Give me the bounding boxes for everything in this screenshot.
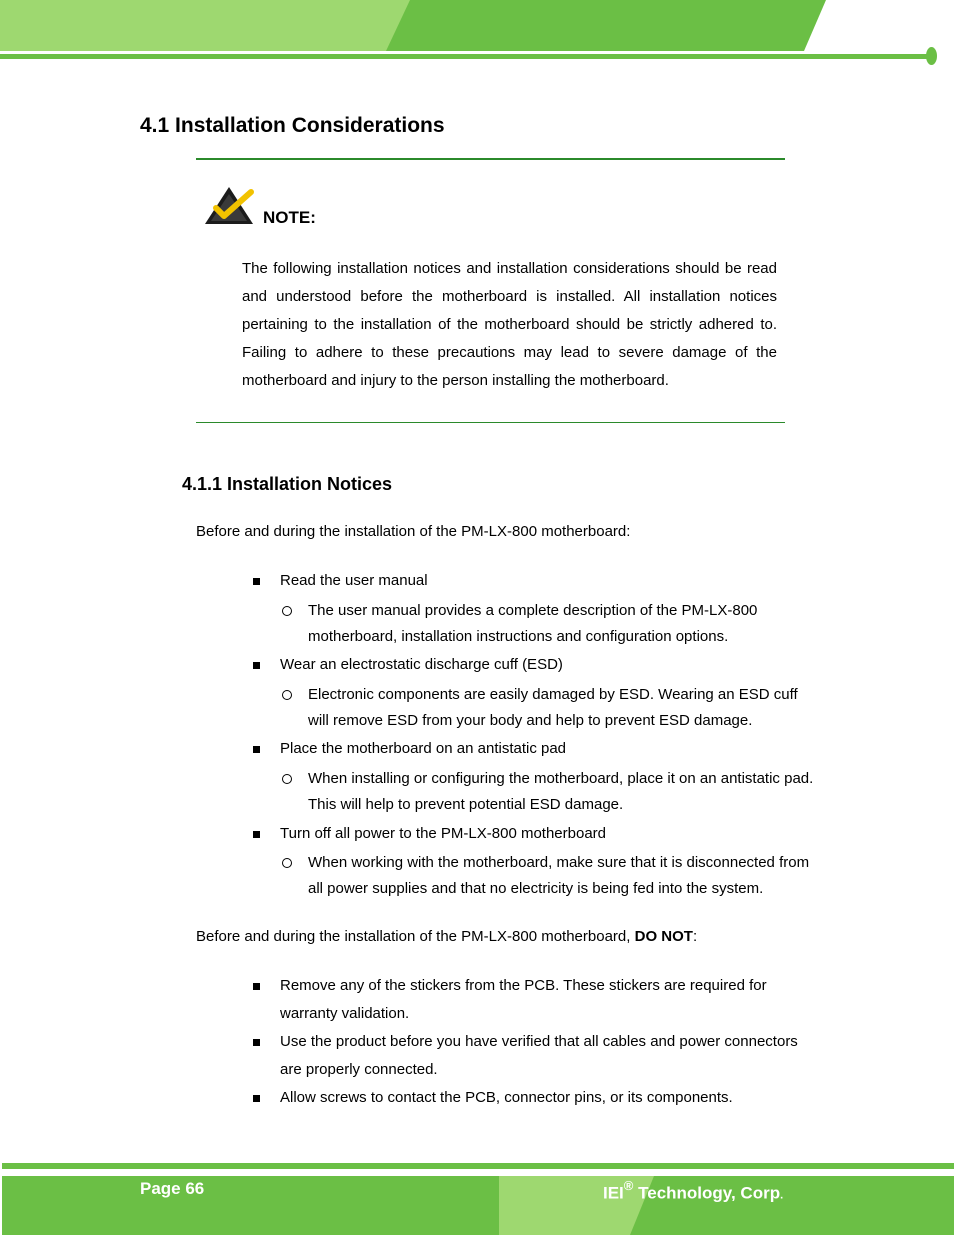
list-item-detail: The user manual provides a complete description of the PM-LX-800 motherboard, installation instructions and configuration options.: [308, 602, 758, 645]
donot-intro: [196, 928, 697, 945]
list-item: Place the motherboard on an antistatic pad: [280, 740, 567, 757]
bullet-icon: [253, 662, 260, 669]
header-rule-end-dot: [926, 47, 937, 65]
list-item: Remove any of the stickers from the PCB. These stickers are required for warranty validation.: [280, 977, 767, 1022]
note-label: NOTE:: [263, 208, 316, 227]
header-band-light: [0, 0, 410, 51]
checkmark-note-icon: [204, 186, 254, 226]
bullet-icon: [253, 1095, 260, 1102]
registered-mark: ®: [623, 1178, 634, 1193]
list-item: Use the product before you have verified that all cables and power connectors are properly connected.: [280, 1033, 798, 1078]
brand-name: [603, 1180, 783, 1204]
bullet-icon: [253, 578, 260, 585]
list-item: Read the user manual: [280, 572, 428, 589]
footer-rule: [2, 1163, 954, 1169]
sub-bullet-icon: [282, 858, 292, 868]
sub-bullet-icon: [282, 606, 292, 616]
list-item-detail: When working with the motherboard, make sure that it is disconnected from all power supplies and that no electricity is being fed into the system.: [308, 854, 810, 897]
subsection-title: 4.1.1 Installation Notices: [182, 474, 393, 494]
brand-rest: Technology, Corp: [633, 1183, 781, 1203]
donot-intro-text: Before and during the installation of the PM-LX-800 motherboard,: [196, 928, 635, 945]
note-bottom-rule: [196, 422, 785, 423]
note-top-rule: [196, 158, 785, 160]
list-item-detail: When installing or configuring the motherboard, place it on an antistatic pad. This will help to prevent potential ESD damage.: [308, 770, 814, 813]
bullet-icon: [253, 746, 260, 753]
note-body: The following installation notices and installation considerations should be read and understood before the motherboard is installed. All installation notices pertaining to the installation of the motherboard should be strictly adhered to. Failing to adhere to these precautions may lead to severe damage of the motherboard and injury to the person installing the motherboard.: [242, 260, 777, 389]
list-item: Wear an electrostatic discharge cuff (ESD): [280, 656, 563, 673]
bullet-icon: [253, 831, 260, 838]
bullet-icon: [253, 1039, 260, 1046]
bullet-icon: [253, 983, 260, 990]
list-item: Turn off all power to the PM-LX-800 motherboard: [280, 825, 607, 842]
header-rule: [0, 54, 930, 59]
donot-emphasis: DO NOT: [634, 928, 693, 945]
brand-iei: IEI: [603, 1183, 624, 1203]
notices-intro: Before and during the installation of the PM-LX-800 motherboard:: [196, 523, 631, 540]
list-item-detail: Electronic components are easily damaged by ESD. Wearing an ESD cuff will remove ESD from your body and help to prevent ESD damage.: [308, 686, 798, 729]
sub-bullet-icon: [282, 774, 292, 784]
sub-bullet-icon: [282, 690, 292, 700]
page-number: Page 66: [140, 1179, 205, 1198]
list-item: Allow screws to contact the PCB, connector pins, or its components.: [280, 1089, 733, 1106]
brand-dot: .: [780, 1189, 784, 1202]
header-band-dark: [386, 0, 826, 51]
section-title: 4.1 Installation Considerations: [140, 114, 445, 137]
donot-intro-colon: :: [692, 928, 698, 945]
